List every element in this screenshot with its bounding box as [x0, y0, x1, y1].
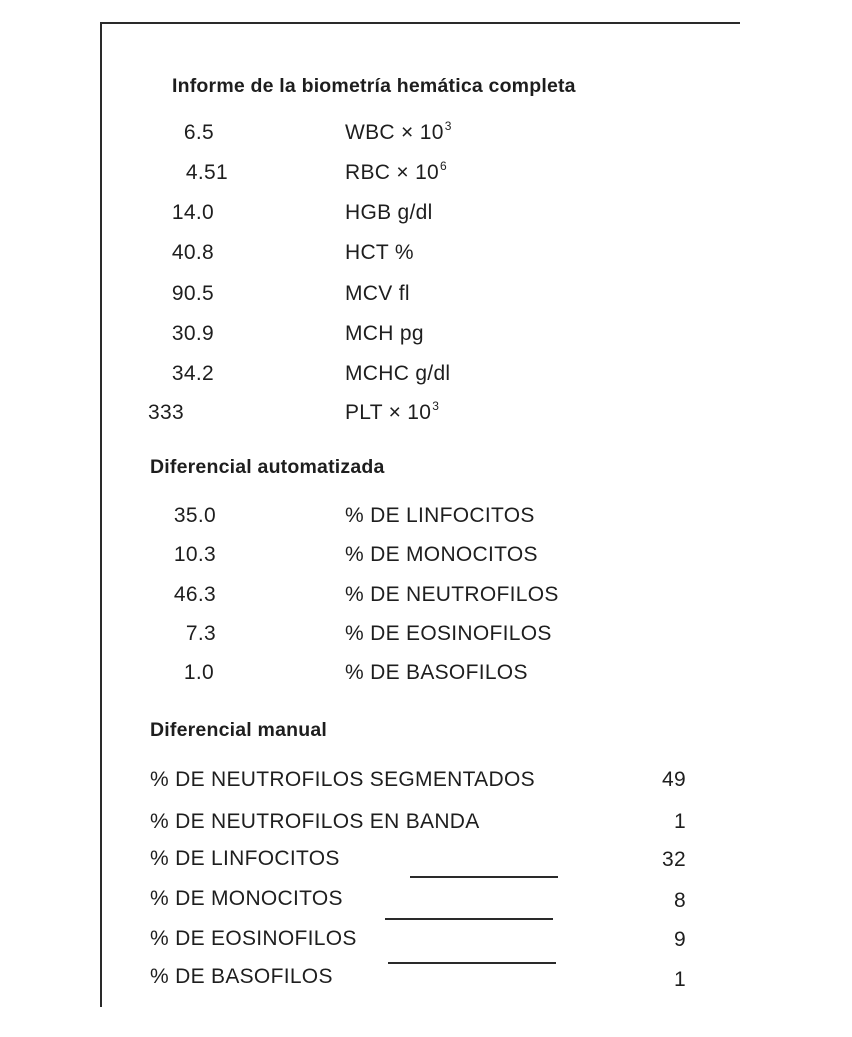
cbc-value: 333 — [148, 401, 184, 424]
auto-value: 35.0 — [173, 504, 216, 527]
auto-label: % DE NEUTROFILOS — [345, 583, 559, 606]
manual-value: 49 — [662, 768, 686, 791]
auto-value: 1.0 — [183, 661, 214, 684]
auto-label: % DE BASOFILOS — [345, 661, 528, 684]
fill-line — [385, 918, 553, 920]
manual-value: 8 — [674, 889, 686, 912]
manual-label: % DE NEUTROFILOS EN BANDA — [150, 810, 480, 833]
cbc-label: HCT % — [345, 241, 414, 264]
manual-label: % DE NEUTROFILOS SEGMENTADOS — [150, 768, 535, 791]
cbc-value: 6.5 — [183, 121, 214, 144]
auto-value: 46.3 — [173, 583, 216, 606]
frame-left-border — [100, 22, 102, 1007]
auto-label: % DE EOSINOFILOS — [345, 622, 552, 645]
manual-differential-title: Diferencial manual — [150, 719, 327, 741]
manual-label: % DE LINFOCITOS — [150, 847, 340, 870]
manual-value: 1 — [674, 968, 686, 991]
manual-label: % DE EOSINOFILOS — [150, 927, 357, 950]
auto-differential-title: Diferencial automatizada — [150, 456, 385, 478]
fill-line — [388, 962, 556, 964]
manual-value: 9 — [674, 928, 686, 951]
cbc-label: PLT × $10^3$ — [345, 399, 440, 424]
auto-label: % DE MONOCITOS — [345, 543, 538, 566]
cbc-label: RBC × $10^6$ — [345, 159, 448, 184]
auto-value: 7.3 — [185, 622, 216, 645]
manual-value: 1 — [674, 810, 686, 833]
manual-label: % DE MONOCITOS — [150, 887, 343, 910]
cbc-value: 90.5 — [171, 282, 214, 305]
report-title: Informe de la biometría hemática completa — [172, 75, 576, 97]
fill-line — [410, 876, 558, 878]
cbc-value: 30.9 — [171, 322, 214, 345]
manual-value: 32 — [662, 848, 686, 871]
cbc-label: HGB g/dl — [345, 201, 433, 224]
cbc-label: WBC × $10^3$ — [345, 119, 452, 144]
cbc-label: MCV fl — [345, 282, 410, 305]
cbc-value: 4.51 — [185, 161, 228, 184]
cbc-value: 14.0 — [171, 201, 214, 224]
cbc-label: MCH pg — [345, 322, 424, 345]
manual-label: % DE BASOFILOS — [150, 965, 333, 988]
cbc-value: 34.2 — [171, 362, 214, 385]
auto-value: 10.3 — [173, 543, 216, 566]
frame-top-border — [100, 22, 740, 24]
auto-label: % DE LINFOCITOS — [345, 504, 535, 527]
cbc-value: 40.8 — [171, 241, 214, 264]
cbc-label: MCHC g/dl — [345, 362, 451, 385]
